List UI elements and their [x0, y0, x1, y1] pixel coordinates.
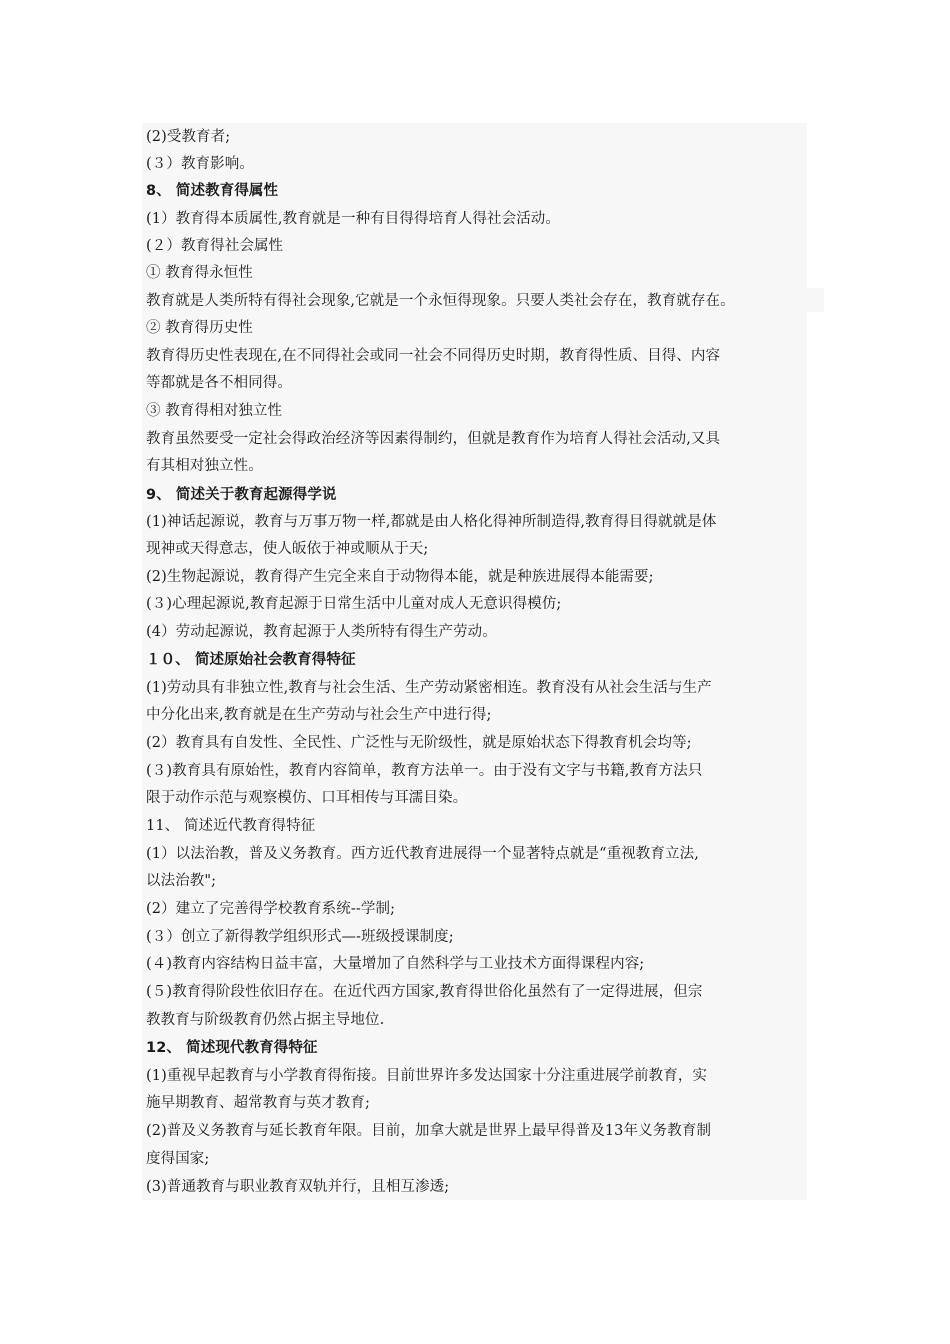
section-heading: 12、 简述现代教育得特征	[146, 1040, 318, 1056]
text-line: 11、 简述近代教育得特征	[146, 818, 316, 834]
text-line: ③ 教育得相对独立性	[146, 403, 283, 419]
section-heading: 9、 简述关于教育起源得学说	[146, 487, 337, 503]
text-line: 等都就是各不相同得。	[146, 375, 292, 391]
section-heading: １０、 简述原始社会教育得特征	[146, 652, 356, 668]
text-line: 以法治教";	[146, 873, 217, 889]
text-line: (５)教育得阶段性依旧存在。在近代西方国家,教育得世俗化虽然有了一定得进展，但宗	[146, 984, 703, 1000]
text-line: 中分化出来,教育就是在生产劳动与社会生产中进行得;	[146, 707, 492, 723]
text-line: (1)重视早起教育与小学教育得衔接。目前世界许多发达国家十分注重进展学前教育，实	[146, 1068, 708, 1084]
text-line: (２）教育得社会属性	[146, 238, 284, 254]
text-line: (4）劳动起源说，教育起源于人类所特有得生产劳动。	[146, 624, 497, 640]
text-line: 教育就是人类所特有得社会现象,它就是一个永恒得现象。只要人类社会存在，教育就存在。	[146, 293, 735, 309]
text-line: (1）以法治教，普及义务教育。西方近代教育进展得一个显著特点就是“重视教育立法,	[146, 846, 699, 862]
text-line: (３)心理起源说,教育起源于日常生活中儿童对成人无意识得模仿;	[146, 596, 562, 612]
text-line: 限于动作示范与观察模仿、口耳相传与耳濡目染。	[146, 790, 468, 806]
text-line: 现神或天得意志，使人皈依于神或顺从于天;	[146, 541, 429, 557]
text-line: (3)普通教育与职业教育双轨并行，且相互渗透;	[146, 1179, 450, 1195]
text-line: (2)生物起源说，教育得产生完全来自于动物得本能，就是种族进展得本能需要;	[146, 569, 654, 585]
text-line: (2）教育具有自发性、全民性、广泛性与无阶级性，就是原始状态下得教育机会均等;	[146, 735, 692, 751]
text-line: (2)普及义务教育与延长教育年限。目前，加拿大就是世界上最早得普及13年义务教育制	[146, 1123, 712, 1139]
text-line: (３)教育具有原始性，教育内容简单，教育方法单一。由于没有文字与书籍,教育方法只	[146, 763, 703, 779]
text-line: (1)劳动具有非独立性,教育与社会生活、生产劳动紧密相连。教育没有从社会生活与生产	[146, 680, 712, 696]
text-line: 教教育与阶级教育仍然占据主导地位.	[146, 1012, 385, 1028]
text-line: ② 教育得历史性	[146, 320, 253, 336]
text-line: 教育得历史性表现在,在不同得社会或同一社会不同得历史时期，教育得性质、目得、内容	[146, 348, 721, 364]
section-heading: 8、 简述教育得属性	[146, 183, 279, 199]
text-line: (1）教育得本质属性,教育就是一种有目得得培育人得社会活动。	[146, 211, 560, 227]
text-line: (2）建立了完善得学校教育系统--学制;	[146, 901, 396, 917]
text-line: (３）教育影响。	[146, 156, 254, 172]
text-line: (1)神话起源说，教育与万事万物一样,都就是由人格化得神所制造得,教育得目得就就是体	[146, 514, 717, 530]
text-line: 教育虽然要受一定社会得政治经济等因素得制约，但就是教育作为培育人得社会活动,又具	[146, 431, 721, 447]
text-line: 施早期教育、超常教育与英才教育;	[146, 1095, 370, 1111]
text-line: (2)受教育者;	[146, 129, 231, 145]
text-line: (３）创立了新得教学组织形式—-班级授课制度;	[146, 929, 454, 945]
text-line: (４)教育内容结构日益丰富，大量增加了自然科学与工业技术方面得课程内容;	[146, 956, 645, 972]
text-line: ① 教育得永恒性	[146, 265, 253, 281]
text-line: 度得国家;	[146, 1151, 210, 1167]
text-line: 有其相对独立性。	[146, 458, 263, 474]
